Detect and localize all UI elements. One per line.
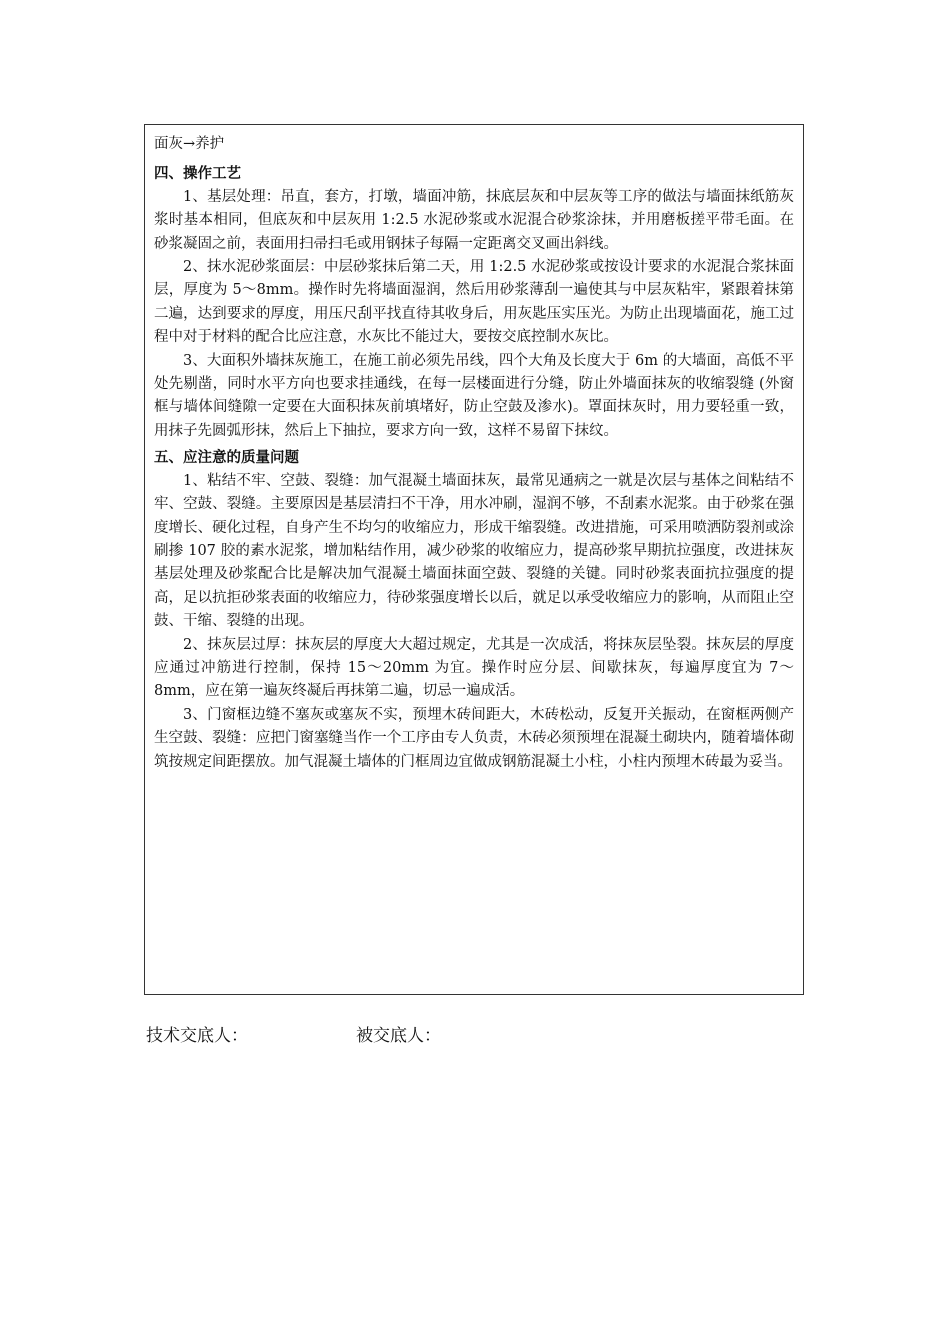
document-content-box — [144, 124, 804, 995]
recipient-label: 被交底人： — [356, 1026, 441, 1046]
continued-line: 面灰→养护 — [154, 136, 225, 152]
paragraph: 3、大面积外墙抹灰施工，在施工前必须先吊线，四个大角及长度大于 6m 的大墙面，高低不平处先剔凿，同时水平方向也要求挂通线，在每一层楼面进行分缝，防止外墙面抹灰的收缩裂缝 (外窗框与墙体间缝隙一定要在大面积抹灰前填堵好，防止空鼓及渗水)。罩面抹灰时，用力要轻重一致，用抹子先圆弧形抹，然后上下抽拉，要求方向一致，这样不易留下抹纹。 — [154, 352, 794, 439]
paragraph: 3、门窗框边缝不塞灰或塞灰不实，预埋木砖间距大，木砖松动，反复开关振动，在窗框两侧产生空鼓、裂缝：应把门窗塞缝当作一个工序由专人负责，木砖必须预埋在混凝土砌块内，随着墙体砌筑按规定间距摆放。加气混凝土墙体的门框周边宜做成钢筋混凝土小柱，小柱内预埋木砖最为妥当。 — [154, 706, 794, 770]
paragraph: 1、基层处理：吊直，套方，打墩，墙面冲筋，抹底层灰和中层灰等工序的做法与墙面抹纸筋灰浆时基本相同，但底灰和中层灰用 1:2.5 水泥砂浆或水泥混合砂浆涂抹，并用磨板搓平带毛面。在砂浆凝固之前，表面用扫帚扫毛或用钢抹子每隔一定距离交叉画出斜线。 — [154, 188, 794, 252]
paragraph: 1、粘结不牢、空鼓、裂缝：加气混凝土墙面抹灰，最常见通病之一就是次层与基体之间粘结不牢、空鼓、裂缝。主要原因是基层清扫不干净，用水冲刷，湿润不够，不刮素水泥浆。由于砂浆在强度增长、硬化过程，自身产生不均匀的收缩应力，形成干缩裂缝。改进措施，可采用喷洒防裂剂或涂刷掺 107 胶的素水泥浆，增加粘结作用，减少砂浆的收缩应力，提高砂浆早期抗拉强度，改进抹灰基层处理及砂浆配合比是解决加气混凝土墙面抹面空鼓、裂缝的关键。同时砂浆表面抗拉强度的提高，足以抗拒砂浆表面的收缩应力，待砂浆强度增长以后，就足以承受收缩应力的影响，从而阻止空鼓、干缩、裂缝的出现。 — [154, 472, 794, 630]
tech-person-label: 技术交底人： — [146, 1026, 248, 1046]
paragraph: 2、抹灰层过厚：抹灰层的厚度大大超过规定，尤其是一次成活，将抹灰层坠裂。抹灰层的厚度应通过冲筋进行控制，保持 15～20mm 为宜。操作时应分层、间歇抹灰，每遍厚度宜为 7～8mm，应在第一遍灰终凝后再抹第二遍，切忌一遍成活。 — [154, 636, 794, 700]
signature-row — [146, 1021, 441, 1046]
paragraph: 2、抹水泥砂浆面层：中层砂浆抹后第二天，用 1:2.5 水泥砂浆或按设计要求的水泥混合浆抹面层，厚度为 5～8mm。操作时先将墙面湿润，然后用砂浆薄刮一遍使其与中层灰粘牢，紧跟着抹第二遍，达到要求的厚度，用压尺刮平找直待其收身后，用灰匙压实压光。为防止出现墙面花，施工过程中对于材料的配合比应注意，水灰比不能过大，要按交底控制水灰比。 — [154, 259, 794, 346]
section-heading-operation-process: 四、操作工艺 — [154, 165, 241, 183]
section-heading-quality-issues: 五、应注意的质量问题 — [154, 449, 299, 467]
